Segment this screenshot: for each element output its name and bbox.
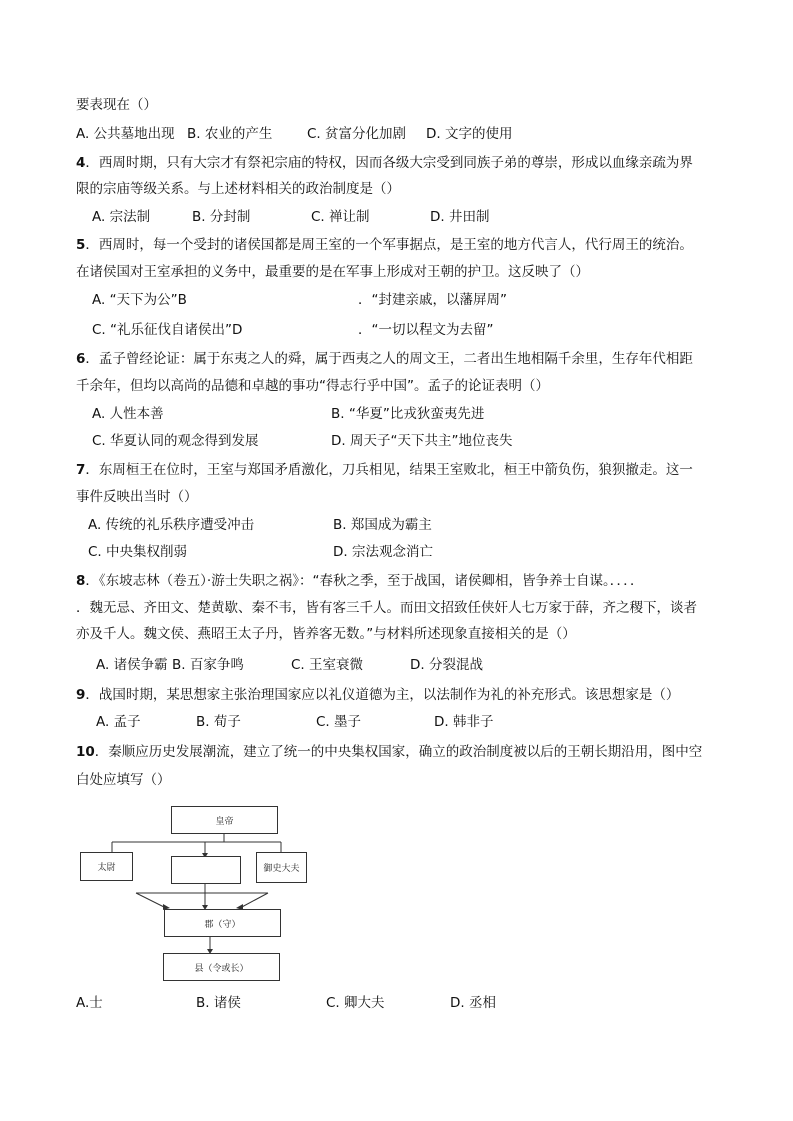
q10-stem-2: 白处应填写（）	[76, 772, 171, 788]
q7-stem-1: 7．东周桓王在位时，王室与郑国矛盾激化，刀兵相见，结果王室败北，桓王中箭负伤，狼狈撤走。这一	[76, 462, 693, 478]
taiwei-box: 太尉	[80, 852, 133, 881]
q5-stem-2: 在诸侯国对王室承担的义务中，最重要的是在军事上形成对王朝的护卫。这反映了（）	[76, 264, 589, 280]
q8-stem-3: 亦及千人。魏文侯、燕昭王太子丹，皆养客无数。”与材料所述现象直接相关的是（）	[76, 626, 576, 642]
q5-option-b[interactable]: ．“封建亲戚，以藩屏周”	[358, 292, 507, 308]
q5-option-d[interactable]: ．“一切以程文为去留”	[358, 322, 494, 338]
emperor-box: 皇帝	[171, 806, 278, 834]
jun-box: 郡（守）	[164, 909, 281, 937]
q4-number: 4	[76, 155, 86, 171]
q9-stem-1: 9．战国时期，某思想家主张治理国家应以礼仪道德为主，以法制作为礼的补充形式。该思想家是（）	[76, 687, 680, 703]
xian-box: 县（令或长）	[163, 953, 280, 981]
q9-option-c[interactable]: C. 墨子	[316, 714, 362, 730]
q8-option-a[interactable]: A. 诸侯争霸	[96, 657, 168, 673]
blank-box[interactable]	[171, 856, 241, 884]
q9-option-a[interactable]: A. 孟子	[96, 714, 141, 730]
q10-option-c[interactable]: C. 卿大夫	[326, 995, 385, 1011]
q4-option-d[interactable]: D. 井田制	[430, 209, 490, 225]
q7-option-a[interactable]: A. 传统的礼乐秩序遭受冲击	[88, 517, 255, 533]
q4-stem-1: 4．西周时期，只有大宗才有祭祀宗庙的特权，因而各级大宗受到同族子弟的尊崇，形成以血缘亲疏为界	[76, 155, 693, 171]
q7-number: 7	[76, 462, 86, 478]
q7-stem-2: 事件反映出当时（）	[76, 489, 198, 505]
q9-number: 9	[76, 687, 86, 703]
q6-number: 6	[76, 351, 86, 367]
q6-option-b[interactable]: B. “华夏”比戎狄蛮夷先进	[331, 406, 485, 422]
q5-option-a[interactable]: A. “天下为公”B	[92, 292, 187, 308]
q7-option-d[interactable]: D. 宗法观念消亡	[333, 544, 433, 560]
q5-option-c[interactable]: C. “礼乐征伐自诸侯出”D	[92, 322, 243, 338]
q6-stem-1: 6．孟子曾经论证：属于东夷之人的舜，属于西夷之人的周文王，二者出生地相隔千余里，生存年代相距	[76, 351, 693, 367]
q7-option-b[interactable]: B. 郑国成为霸主	[333, 517, 432, 533]
q8-option-d[interactable]: D. 分裂混战	[410, 657, 483, 673]
q9-option-d[interactable]: D. 韩非子	[434, 714, 494, 730]
q6-option-c[interactable]: C. 华夏认同的观念得到发展	[92, 433, 259, 449]
q10-number: 10	[76, 744, 95, 760]
q8-stem-2: ．魏无忌、齐田文、楚黄歇、秦不韦，皆有客三千人。而田文招致任侠奸人七万家于薛，齐之稷下，谈者	[76, 600, 697, 616]
q8-number: 8	[76, 573, 86, 589]
q3-option-a[interactable]: A. 公共墓地出现	[76, 126, 175, 142]
q6-option-a[interactable]: A. 人性本善	[92, 406, 164, 422]
q6-stem-2: 千余年，但均以高尚的品德和卓越的事功“得志行乎中国”。孟子的论证表明（）	[76, 378, 549, 394]
q8-option-c[interactable]: C. 王室衰微	[291, 657, 364, 673]
q4-option-b[interactable]: B. 分封制	[192, 209, 251, 225]
q3-option-d[interactable]: D. 文字的使用	[426, 126, 513, 142]
q5-number: 5	[76, 237, 86, 253]
q3-option-c[interactable]: C. 贫富分化加剧	[307, 126, 407, 142]
yushi-box: 御史大夫	[256, 852, 307, 883]
q9-option-b[interactable]: B. 荀子	[196, 714, 241, 730]
q3-stem: 要表现在（）	[76, 97, 157, 113]
q4-option-c[interactable]: C. 禅让制	[311, 209, 370, 225]
q8-stem-1: 8．《东坡志林（卷五）·游士失职之祸》：“春秋之季，至于战国，诸侯卿相，皆争养士自谋。．．．．	[76, 573, 644, 589]
q10-option-b[interactable]: B. 诸侯	[196, 995, 241, 1011]
q10-option-d[interactable]: D. 丞相	[450, 995, 496, 1011]
q6-option-d[interactable]: D. 周天子“天下共主”地位丧失	[331, 433, 513, 449]
q10-stem-1: 10．秦顺应历史发展潮流，建立了统一的中央集权国家，确立的政治制度被以后的王朝长期沿用，图中空	[76, 744, 703, 760]
q7-option-c[interactable]: C. 中央集权削弱	[88, 544, 188, 560]
q3-option-b[interactable]: B. 农业的产生	[187, 126, 273, 142]
q4-option-a[interactable]: A. 宗法制	[92, 209, 151, 225]
q4-stem-2: 限的宗庙等级关系。与上述材料相关的政治制度是（）	[76, 181, 400, 197]
q5-stem-1: 5．西周时，每一个受封的诸侯国都是周王室的一个军事据点，是王室的地方代言人，代行周王的统治。	[76, 237, 693, 253]
q8-option-b[interactable]: B. 百家争鸣	[172, 657, 244, 673]
q10-option-a[interactable]: A.士	[76, 995, 103, 1011]
